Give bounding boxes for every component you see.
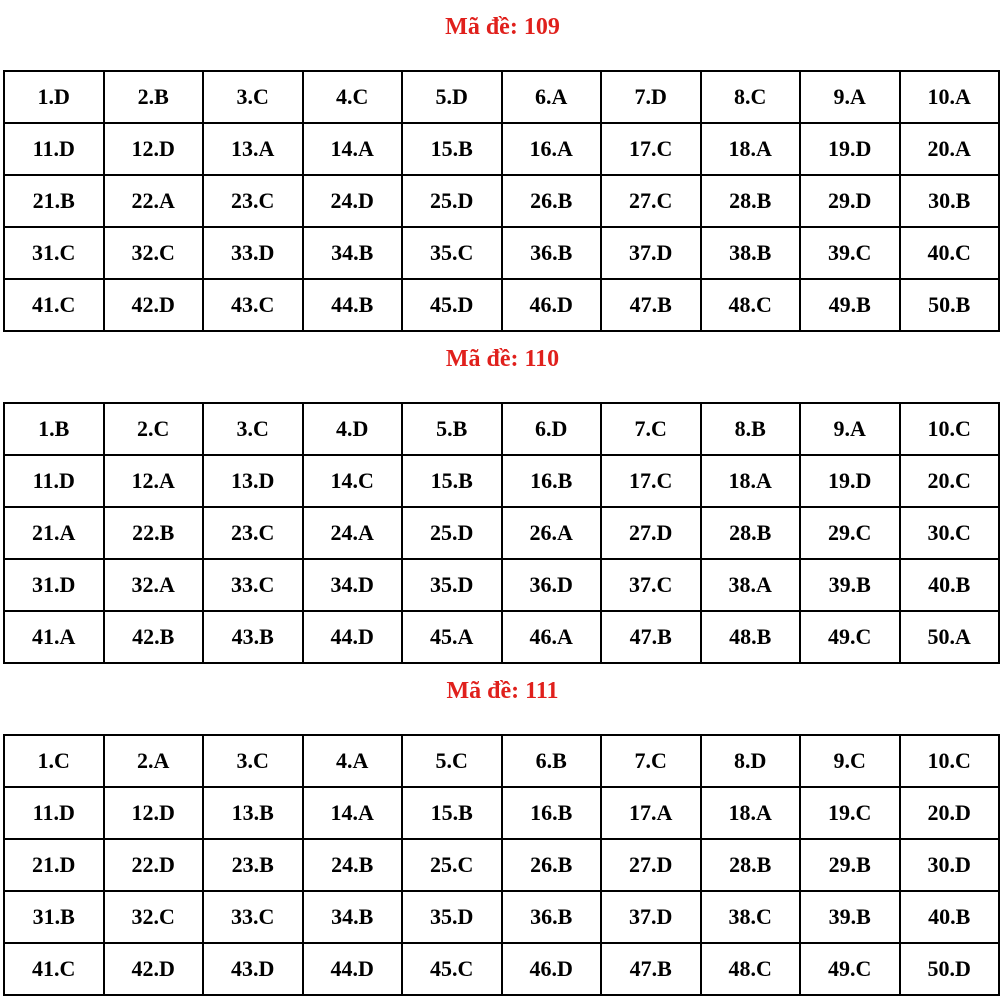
answer-cell: 29.C [800,507,900,559]
answer-cell: 12.A [104,455,204,507]
answer-cell: 32.C [104,227,204,279]
answer-cell: 28.B [701,507,801,559]
answer-cell: 32.A [104,559,204,611]
answer-table-110 [3,402,1000,664]
answer-cell: 40.B [900,891,1000,943]
answer-row [4,787,999,839]
answer-cell: 41.C [4,943,104,995]
answer-cell: 27.D [601,839,701,891]
answer-cell: 24.B [303,839,403,891]
answer-cell: 18.A [701,455,801,507]
answer-cell: 1.B [4,403,104,455]
exam-title-110: Mã đề: 110 [445,346,560,372]
answer-cell: 3.C [203,403,303,455]
answer-cell: 40.B [900,559,1000,611]
answer-cell: 37.D [601,227,701,279]
answer-cell: 9.A [800,403,900,455]
answer-cell: 21.B [4,175,104,227]
answer-cell: 15.B [402,455,502,507]
answer-cell: 11.D [4,123,104,175]
answer-cell: 2.B [104,71,204,123]
answer-cell: 22.D [104,839,204,891]
answer-cell: 33.C [203,559,303,611]
answer-cell: 50.D [900,943,1000,995]
answer-cell: 36.D [502,559,602,611]
answer-cell: 42.B [104,611,204,663]
answer-cell: 11.D [4,787,104,839]
answer-cell: 44.D [303,611,403,663]
answer-cell: 4.C [303,71,403,123]
answer-cell: 48.C [701,279,801,331]
answer-cell: 25.D [402,507,502,559]
answer-cell: 14.A [303,123,403,175]
answer-cell: 43.C [203,279,303,331]
answer-cell: 30.C [900,507,1000,559]
answer-cell: 47.B [601,611,701,663]
answer-row [4,943,999,995]
answer-cell: 46.D [502,279,602,331]
answer-cell: 6.B [502,735,602,787]
answer-table-109 [3,70,1000,332]
answer-cell: 45.C [402,943,502,995]
answer-cell: 34.D [303,559,403,611]
answer-cell: 6.A [502,71,602,123]
answer-cell: 12.D [104,123,204,175]
answer-cell: 22.A [104,175,204,227]
answer-cell: 7.C [601,735,701,787]
answer-cell: 11.D [4,455,104,507]
answer-cell: 41.A [4,611,104,663]
answer-cell: 47.B [601,943,701,995]
answer-cell: 14.A [303,787,403,839]
answer-cell: 7.D [601,71,701,123]
exam-title-109: Mã đề: 109 [445,14,560,40]
answer-cell: 37.C [601,559,701,611]
answer-cell: 13.D [203,455,303,507]
answer-row [4,735,999,787]
answer-cell: 38.C [701,891,801,943]
answer-cell: 14.C [303,455,403,507]
answer-cell: 35.D [402,559,502,611]
answer-cell: 42.D [104,943,204,995]
answer-cell: 38.A [701,559,801,611]
answer-cell: 23.B [203,839,303,891]
answer-cell: 13.A [203,123,303,175]
answer-cell: 23.C [203,507,303,559]
answer-cell: 33.C [203,891,303,943]
answer-cell: 17.C [601,123,701,175]
answer-cell: 26.B [502,175,602,227]
answer-cell: 25.D [402,175,502,227]
answer-cell: 20.A [900,123,1000,175]
answer-cell: 4.D [303,403,403,455]
answer-cell: 19.D [800,455,900,507]
answer-row [4,507,999,559]
answer-row [4,403,999,455]
answer-cell: 45.D [402,279,502,331]
answer-cell: 5.C [402,735,502,787]
answer-cell: 26.A [502,507,602,559]
answer-cell: 16.A [502,123,602,175]
answer-cell: 18.A [701,787,801,839]
answer-row [4,455,999,507]
answer-cell: 31.D [4,559,104,611]
answer-cell: 28.B [701,175,801,227]
answer-cell: 50.B [900,279,1000,331]
answer-cell: 7.C [601,403,701,455]
answer-row [4,891,999,943]
answer-cell: 32.C [104,891,204,943]
answer-cell: 17.A [601,787,701,839]
answer-cell: 41.C [4,279,104,331]
answer-cell: 19.C [800,787,900,839]
answer-cell: 2.C [104,403,204,455]
answer-cell: 27.C [601,175,701,227]
answer-cell: 46.A [502,611,602,663]
answer-cell: 49.C [800,943,900,995]
answer-cell: 9.C [800,735,900,787]
answer-cell: 15.B [402,787,502,839]
answer-cell: 21.A [4,507,104,559]
answer-cell: 50.A [900,611,1000,663]
answer-cell: 43.D [203,943,303,995]
answer-cell: 39.C [800,227,900,279]
answer-cell: 2.A [104,735,204,787]
answer-cell: 44.B [303,279,403,331]
answer-cell: 8.C [701,71,801,123]
answer-cell: 21.D [4,839,104,891]
answer-cell: 3.C [203,71,303,123]
answer-cell: 10.C [900,735,1000,787]
answer-cell: 9.A [800,71,900,123]
answer-cell: 49.C [800,611,900,663]
answer-cell: 30.B [900,175,1000,227]
answer-cell: 44.D [303,943,403,995]
answer-cell: 40.C [900,227,1000,279]
answer-cell: 29.B [800,839,900,891]
answer-row [4,175,999,227]
answer-row [4,611,999,663]
answer-cell: 36.B [502,891,602,943]
answer-cell: 24.A [303,507,403,559]
answer-cell: 45.A [402,611,502,663]
answer-cell: 26.B [502,839,602,891]
answer-cell: 28.B [701,839,801,891]
answer-cell: 6.D [502,403,602,455]
answer-cell: 39.B [800,891,900,943]
answer-cell: 10.A [900,71,1000,123]
answer-cell: 33.D [203,227,303,279]
answer-table-111 [3,734,1000,996]
answer-cell: 4.A [303,735,403,787]
answer-cell: 15.B [402,123,502,175]
answer-cell: 12.D [104,787,204,839]
answer-cell: 5.B [402,403,502,455]
answer-cell: 8.B [701,403,801,455]
answer-cell: 23.C [203,175,303,227]
answer-cell: 20.C [900,455,1000,507]
exam-title-111: Mã đề: 111 [446,678,559,704]
answer-cell: 24.D [303,175,403,227]
answer-cell: 46.D [502,943,602,995]
answer-cell: 25.C [402,839,502,891]
answer-cell: 10.C [900,403,1000,455]
answer-row [4,839,999,891]
answer-cell: 34.B [303,891,403,943]
answer-cell: 3.C [203,735,303,787]
answer-cell: 19.D [800,123,900,175]
answer-cell: 43.B [203,611,303,663]
answer-cell: 35.D [402,891,502,943]
answer-cell: 16.B [502,787,602,839]
answer-cell: 5.D [402,71,502,123]
answer-cell: 1.C [4,735,104,787]
answer-cell: 22.B [104,507,204,559]
answer-cell: 48.C [701,943,801,995]
answer-cell: 31.B [4,891,104,943]
answer-cell: 49.B [800,279,900,331]
answer-cell: 42.D [104,279,204,331]
answer-cell: 35.C [402,227,502,279]
answer-row [4,227,999,279]
answer-cell: 36.B [502,227,602,279]
answer-row [4,123,999,175]
answer-cell: 1.D [4,71,104,123]
answer-cell: 34.B [303,227,403,279]
answer-row [4,279,999,331]
answer-cell: 18.A [701,123,801,175]
answer-cell: 17.C [601,455,701,507]
answer-cell: 8.D [701,735,801,787]
answer-cell: 38.B [701,227,801,279]
answer-row [4,559,999,611]
answer-cell: 31.C [4,227,104,279]
answer-cell: 13.B [203,787,303,839]
answer-cell: 47.B [601,279,701,331]
answer-cell: 48.B [701,611,801,663]
answer-cell: 29.D [800,175,900,227]
answer-cell: 20.D [900,787,1000,839]
answer-cell: 27.D [601,507,701,559]
answer-cell: 16.B [502,455,602,507]
answer-cell: 30.D [900,839,1000,891]
answer-cell: 37.D [601,891,701,943]
answer-row [4,71,999,123]
answer-cell: 39.B [800,559,900,611]
